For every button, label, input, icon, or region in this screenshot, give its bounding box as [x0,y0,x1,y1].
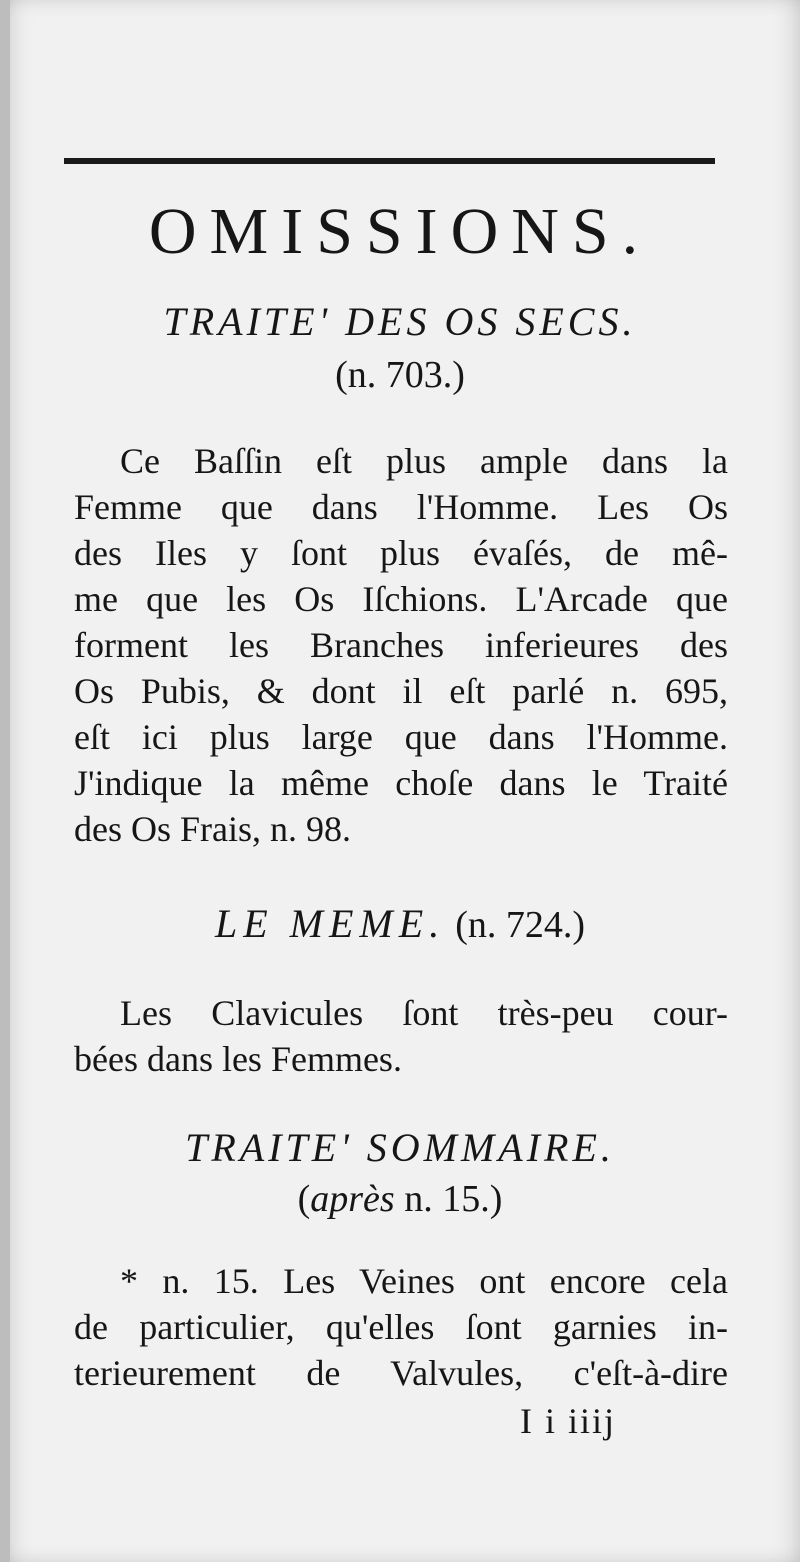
reference-word: après [310,1178,395,1220]
text-line: J'indique la même choſe dans le Traité [74,763,728,803]
text-line: * n. 15. Les Veines ont encore cela [120,1261,728,1301]
text-line: de particulier, qu'elles ſont garnies in- [74,1307,728,1347]
text-line: Les Clavicules ſont très-peu cour- [120,993,728,1033]
text-line: bées dans les Femmes. [74,1039,402,1079]
text-line: Os Pubis, & dont il eſt parlé n. 695, [74,671,728,711]
text-line: eſt ici plus large que dans l'Homme. [74,717,728,757]
section-heading-le-meme: LE MEME. [215,901,446,946]
paragraph-veines [74,1258,728,1396]
signature-mark: I i iiij [520,1401,616,1441]
text-line: Femme que dans l'Homme. Les Os [74,487,728,527]
text-line: me que les Os Iſchions. L'Arcade que [74,579,728,619]
reference-number: n. 15.) [394,1178,503,1220]
header-rule [64,158,715,164]
section-reference-724: (n. 724.) [455,904,585,946]
section-reference-apres-15 [0,1174,800,1224]
text-line: des Os Frais, n. 98. [74,809,351,849]
text-line: forment les Branches inferieures des [74,625,728,665]
text-line: des Iles y ſont plus évaſés, de mê- [74,533,728,573]
text-line: terieurement de Valvules, c'eſt-à-dire [74,1353,728,1393]
reference-paren: ( [297,1178,311,1220]
section-reference-703: (n. 703.) [335,354,465,396]
page-title: OMISSIONS. [148,195,652,268]
paragraph-clavicules [74,990,728,1082]
text-line: Ce Baſſin eſt plus ample dans la [120,441,728,481]
section-heading-traite-sommaire: TRAITE' SOMMAIRE. [185,1125,615,1170]
section-heading-row-le-meme [0,898,800,951]
paragraph-bassin [74,438,728,852]
section-heading-traite-des-os-secs: TRAITE' DES OS SECS. [163,299,637,344]
